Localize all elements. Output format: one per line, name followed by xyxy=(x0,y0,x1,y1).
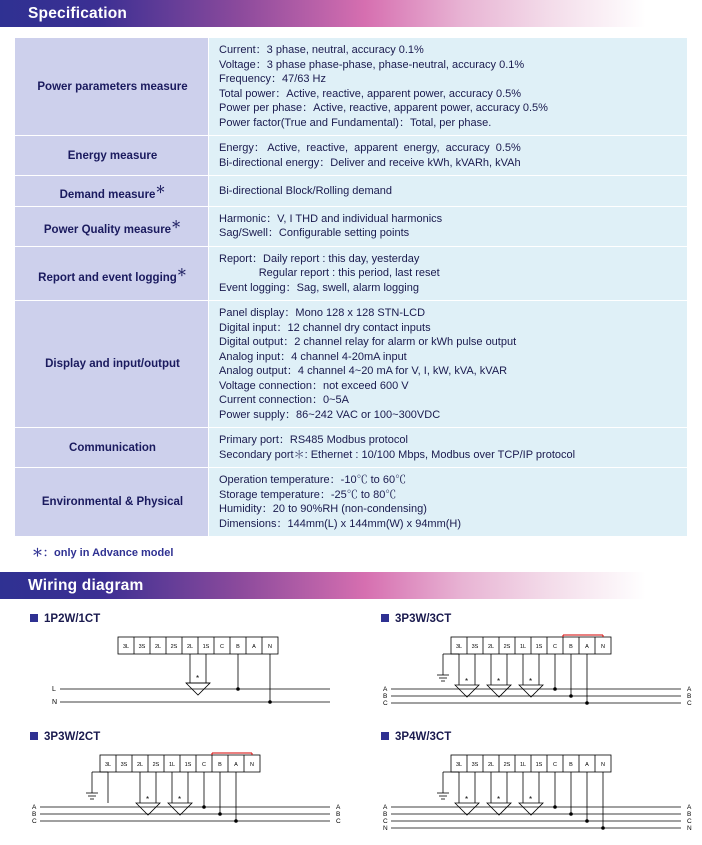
svg-text:1S: 1S xyxy=(202,644,210,651)
row-value xyxy=(209,301,688,428)
svg-text:A: A xyxy=(687,686,692,694)
svg-text:2S: 2S xyxy=(170,644,178,651)
diagram-3p4w-3ct xyxy=(351,727,702,845)
row-label-text: Environmental & Physical xyxy=(41,496,184,509)
svg-text:*: * xyxy=(178,795,182,805)
row-label-text: Demand measure xyxy=(59,188,156,201)
svg-text:C: C xyxy=(220,644,224,651)
specification-table xyxy=(14,37,688,537)
value-line: Sag/Swell：Configurable setting points xyxy=(219,227,410,240)
row-label-text: Power Quality measure xyxy=(43,224,172,237)
svg-text:B: B xyxy=(687,811,692,819)
value-line: Report：Daily report : this day, yesterday xyxy=(219,252,420,265)
svg-text:A: A xyxy=(336,804,341,812)
svg-text:*: * xyxy=(196,674,200,684)
row-label-text: Power parameters measure xyxy=(37,80,188,93)
value-line: Primary port：RS485 Modbus protocol xyxy=(219,434,408,447)
row-label-text: Communication xyxy=(69,441,156,454)
svg-text:A: A xyxy=(585,644,589,651)
wiring-title: Wiring diagram xyxy=(28,576,144,594)
value-line: Total power：Active, reactive, apparent power, accuracy 0.5% xyxy=(219,87,522,100)
value-line: Event logging：Sag, swell, alarm logging xyxy=(219,281,419,294)
svg-text:2L: 2L xyxy=(186,644,194,651)
svg-text:*: * xyxy=(529,677,533,687)
svg-text:2L: 2L xyxy=(487,762,495,769)
row-label xyxy=(15,38,209,136)
svg-text:2L: 2L xyxy=(154,644,162,651)
value-line: Power per phase：Active, reactive, apparent power, accuracy 0.5% xyxy=(219,102,548,114)
svg-text:2S: 2S xyxy=(503,644,511,651)
diagram-3p3w-2ct xyxy=(0,727,351,845)
row-value xyxy=(209,246,688,301)
diagram-canvas xyxy=(351,745,702,845)
svg-text:3S: 3S xyxy=(471,762,479,769)
specification-table-wrapper xyxy=(0,27,702,560)
table-row xyxy=(15,206,688,246)
table-row xyxy=(15,176,688,207)
svg-text:C: C xyxy=(687,818,692,826)
svg-text:1L: 1L xyxy=(519,644,527,651)
svg-text:N: N xyxy=(601,762,605,769)
value-line: Harmonic：V, I THD and individual harmonics xyxy=(219,212,443,225)
svg-text:*: * xyxy=(497,677,501,687)
diagram-title-row xyxy=(351,727,702,743)
value-line: Frequency：47/63 Hz xyxy=(219,73,326,85)
table-row xyxy=(15,301,688,428)
svg-text:A: A xyxy=(32,804,37,812)
advance-model-asterisk: ＊ xyxy=(155,185,166,196)
table-row xyxy=(15,136,688,176)
diagram-1p2w-1ct xyxy=(0,609,351,727)
svg-text:L: L xyxy=(52,686,56,694)
value-line: Analog output：4 channel 4~20 mA for V, I, kW, kVA, kVAR xyxy=(219,365,508,378)
diagram-title-row xyxy=(351,609,702,625)
svg-text:A: A xyxy=(252,644,256,651)
svg-text:3S: 3S xyxy=(138,644,146,651)
value-line: Panel display：Mono 128 x 128 STN-LCD xyxy=(219,307,426,320)
value-line: Storage temperature：-25℃ to 80℃ xyxy=(219,488,397,501)
row-label xyxy=(15,136,209,176)
row-value xyxy=(209,136,688,176)
svg-text:C: C xyxy=(383,818,388,826)
diagram-title: 3P4W/3CT xyxy=(395,731,452,744)
row-label xyxy=(15,206,209,246)
value-line: Voltage connection：not exceed 600 V xyxy=(219,379,409,392)
svg-text:C: C xyxy=(383,700,388,708)
svg-text:3S: 3S xyxy=(120,762,128,769)
svg-text:*: * xyxy=(146,795,150,805)
row-label xyxy=(15,176,209,207)
svg-text:3L: 3L xyxy=(455,644,463,651)
svg-text:2L: 2L xyxy=(487,644,495,651)
svg-text:C: C xyxy=(553,762,557,769)
svg-text:3L: 3L xyxy=(122,644,130,651)
value-line: Digital input：12 channel dry contact inputs xyxy=(219,321,431,334)
svg-text:2L: 2L xyxy=(136,762,144,769)
row-label-text: Display and input/output xyxy=(45,358,180,371)
table-row xyxy=(15,468,688,537)
value-line: Digital output：2 channel relay for alarm or kWh pulse output xyxy=(219,336,517,349)
svg-text:3S: 3S xyxy=(471,644,479,651)
svg-text:A: A xyxy=(383,686,388,694)
diagram-canvas xyxy=(0,745,351,845)
square-bullet-icon xyxy=(30,732,38,740)
svg-text:2S: 2S xyxy=(503,762,511,769)
svg-text:1L: 1L xyxy=(519,762,527,769)
diagram-title-row xyxy=(0,727,351,743)
svg-text:2S: 2S xyxy=(152,762,160,769)
row-label xyxy=(15,246,209,301)
svg-text:*: * xyxy=(465,677,469,687)
row-label xyxy=(15,301,209,428)
svg-text:B: B xyxy=(383,811,388,819)
value-line: Humidity：20 to 90%RH (non-condensing) xyxy=(219,503,427,516)
value-line: Bi-directional energy：Deliver and receive kWh, kVARh, kVAh xyxy=(219,156,521,169)
value-line: Regular report : this period, last reset xyxy=(219,267,440,280)
diagram-3p3w-3ct xyxy=(351,609,702,727)
row-label-text: Energy measure xyxy=(67,149,158,162)
value-line: Dimensions：144mm(L) x 144mm(W) x 94mm(H) xyxy=(219,517,462,530)
svg-text:B: B xyxy=(569,762,573,769)
svg-text:N: N xyxy=(250,762,254,769)
table-row xyxy=(15,428,688,468)
diagram-canvas xyxy=(0,627,351,727)
svg-text:B: B xyxy=(336,811,341,819)
table-row xyxy=(15,38,688,136)
svg-text:B: B xyxy=(383,693,388,701)
svg-text:N: N xyxy=(601,644,605,651)
svg-text:B: B xyxy=(32,811,37,819)
value-line: Operation temperature：-10℃ to 60℃ xyxy=(219,474,407,487)
diagram-title-row xyxy=(0,609,351,625)
svg-text:B: B xyxy=(236,644,240,651)
value-line: Bi-directional Block/Rolling demand xyxy=(219,184,393,197)
wiring-diagrams xyxy=(0,599,702,845)
svg-text:N: N xyxy=(52,699,58,707)
value-line: Current：3 phase, neutral, accuracy 0.1% xyxy=(219,44,424,56)
advance-model-asterisk: ＊ xyxy=(176,267,187,279)
value-line: Power factor(True and Fundamental)：Total, per phase. xyxy=(219,116,492,129)
svg-text:C: C xyxy=(553,644,557,651)
footnote: ＊：only in Advance model xyxy=(32,547,174,560)
table-row xyxy=(15,246,688,301)
svg-text:B: B xyxy=(687,693,692,701)
svg-text:A: A xyxy=(383,804,388,812)
advance-model-asterisk: ＊ xyxy=(171,220,182,232)
row-value xyxy=(209,176,688,207)
row-value xyxy=(209,206,688,246)
svg-text:3L: 3L xyxy=(104,762,112,769)
value-line: Voltage：3 phase phase-phase, phase-neutral, accuracy 0.1% xyxy=(219,58,525,71)
svg-text:N: N xyxy=(268,644,272,651)
row-label-text: Report and event logging xyxy=(38,271,177,284)
svg-text:C: C xyxy=(202,762,206,769)
row-value xyxy=(209,428,688,468)
row-label xyxy=(15,428,209,468)
row-value xyxy=(209,38,688,136)
svg-text:C: C xyxy=(687,700,692,708)
diagram-title: 1P2W/1CT xyxy=(44,613,101,626)
diagram-title: 3P3W/3CT xyxy=(395,613,452,626)
value-line: Power supply：86~242 VAC or 100~300VDC xyxy=(219,408,441,421)
svg-text:1L: 1L xyxy=(168,762,176,769)
square-bullet-icon xyxy=(381,732,389,740)
diagram-canvas xyxy=(351,627,702,727)
row-value xyxy=(209,468,688,537)
svg-text:1S: 1S xyxy=(535,762,543,769)
svg-text:B: B xyxy=(569,644,573,651)
value-line: Secondary port＊: Ethernet : 10/100 Mbps, Modbus over TCP/IP protocol xyxy=(219,448,576,461)
svg-text:*: * xyxy=(497,795,501,805)
specification-section-header xyxy=(0,0,702,27)
svg-text:A: A xyxy=(234,762,238,769)
row-label xyxy=(15,468,209,537)
square-bullet-icon xyxy=(30,614,38,622)
svg-text:B: B xyxy=(218,762,222,769)
svg-text:*: * xyxy=(465,795,469,805)
svg-text:1S: 1S xyxy=(184,762,192,769)
value-line: Analog input：4 channel 4-20mA input xyxy=(219,350,407,363)
svg-text:*: * xyxy=(529,795,533,805)
svg-text:N: N xyxy=(687,825,692,833)
wiring-section-header xyxy=(0,572,702,599)
specification-title: Specification xyxy=(28,4,128,22)
value-line: Energy： Active, reactive, apparent energy, accuracy 0.5% xyxy=(219,142,521,154)
square-bullet-icon xyxy=(381,614,389,622)
svg-text:3L: 3L xyxy=(455,762,463,769)
svg-text:A: A xyxy=(585,762,589,769)
svg-text:C: C xyxy=(32,818,37,826)
svg-text:1S: 1S xyxy=(535,644,543,651)
svg-text:A: A xyxy=(687,804,692,812)
svg-text:N: N xyxy=(383,825,388,833)
value-line: Current connection：0~5A xyxy=(219,394,349,407)
svg-text:C: C xyxy=(336,818,341,826)
diagram-title: 3P3W/2CT xyxy=(44,731,101,744)
